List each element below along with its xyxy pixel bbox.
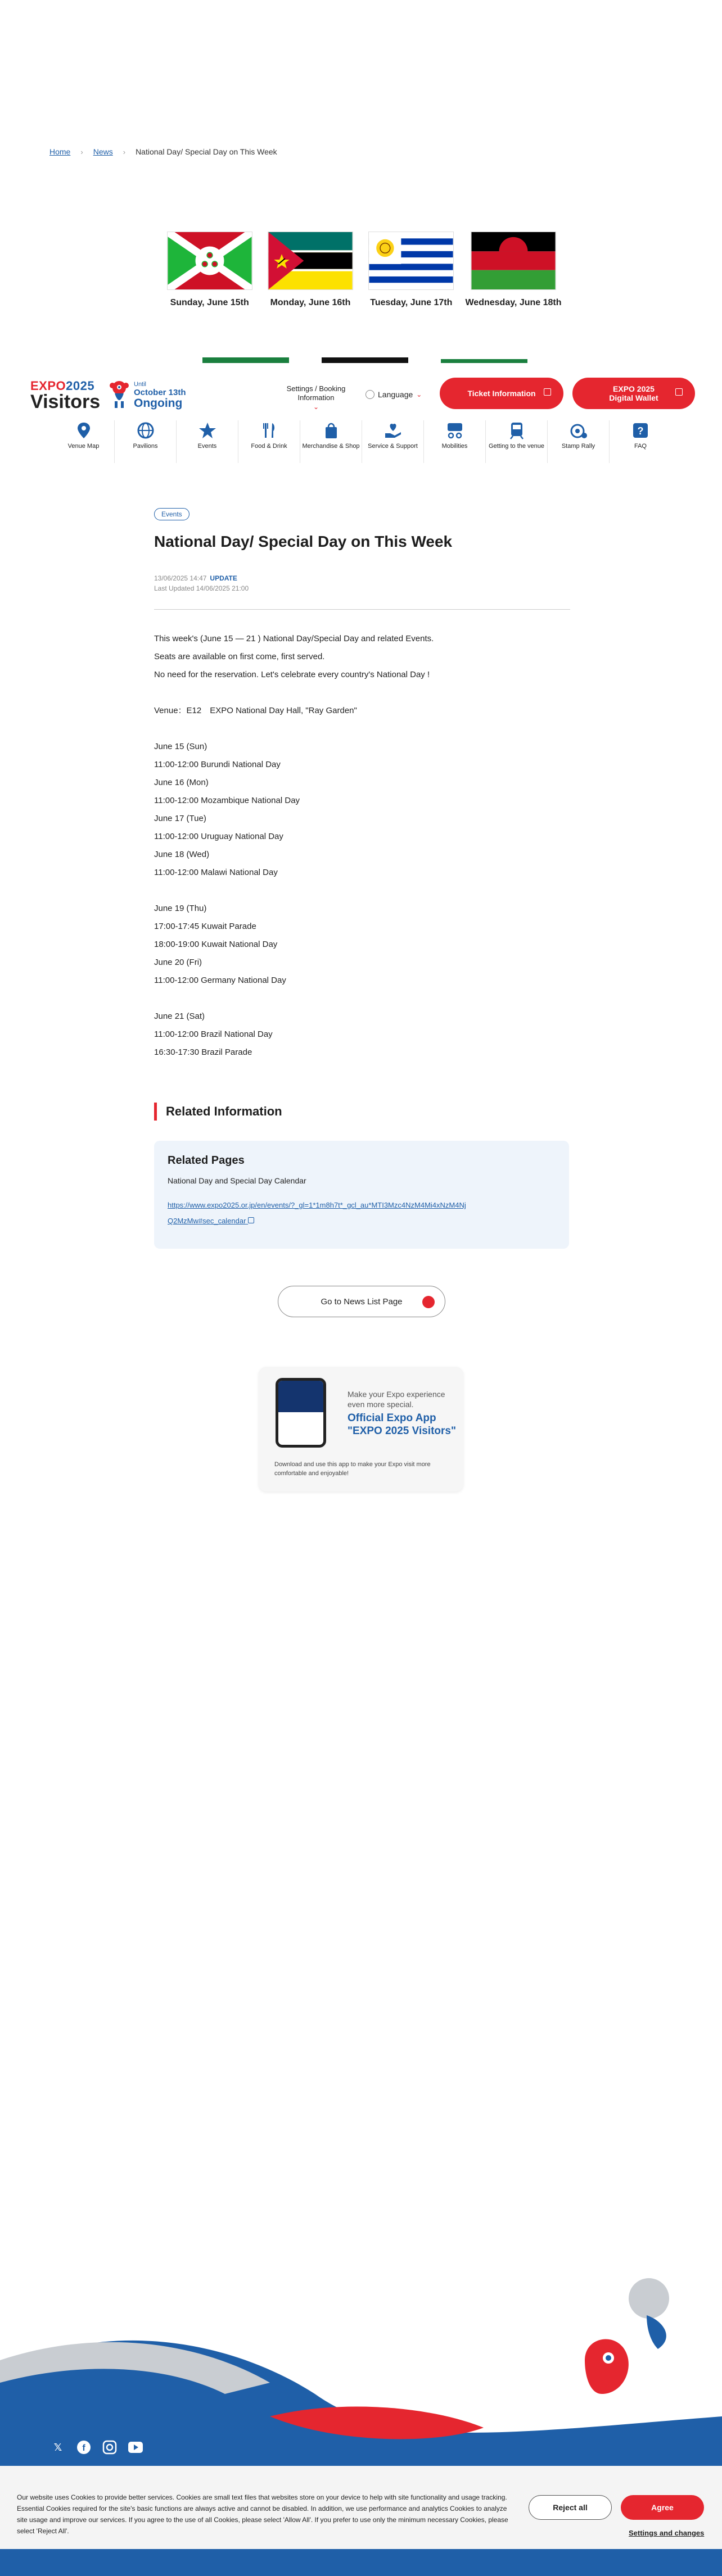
last-updated: Last Updated 14/06/2025 21:00 — [154, 584, 249, 592]
app-promo-title: Official Expo App — [348, 1412, 436, 1424]
stamp-icon — [567, 420, 590, 441]
facebook-icon[interactable] — [75, 2439, 92, 2456]
status-until: Until — [134, 381, 147, 388]
mobility-icon — [444, 420, 466, 441]
burundi-flag — [167, 232, 252, 290]
article-line: 11:00-12:00 Burundi National Day — [154, 760, 281, 769]
app-promo-banner[interactable] — [259, 1367, 463, 1491]
article-meta — [154, 573, 570, 593]
flag-card-uruguay — [367, 232, 455, 308]
breadcrumb-separator: › — [80, 147, 83, 156]
cookie-consent-banner — [0, 2466, 722, 2549]
language-button[interactable] — [365, 390, 422, 399]
youtube-icon[interactable] — [127, 2439, 144, 2456]
chevron-down-icon: ⌄ — [313, 403, 319, 411]
article-line: June 18 (Wed) — [154, 850, 210, 859]
news-button-label: Go to News List Page — [321, 1296, 403, 1307]
status-date: October 13th — [134, 388, 186, 397]
cookie-settings-link[interactable]: Settings and changes — [629, 2529, 705, 2537]
go-to-news-list-button[interactable] — [278, 1286, 445, 1317]
nav-label: Service & Support — [368, 443, 418, 450]
app-promo-tagline: Make your Expo experience even more special. — [348, 1390, 445, 1409]
phone-mockup — [276, 1378, 326, 1448]
reject-all-button[interactable]: Reject all — [529, 2495, 612, 2520]
social-links — [49, 2439, 144, 2456]
x-icon[interactable]: 𝕏 — [53, 2441, 62, 2453]
footer-bottom-bar — [0, 2549, 722, 2576]
nav-label: Merchandise & Shop — [302, 443, 360, 450]
malawi-flag — [471, 232, 556, 290]
article-line: June 21 (Sat) — [154, 1012, 205, 1021]
arrow-circle-icon — [422, 1296, 435, 1308]
expo-status — [134, 381, 186, 410]
related-pages-box — [154, 1141, 569, 1249]
breadcrumb-home-link[interactable]: Home — [49, 147, 71, 156]
svg-text:?: ? — [637, 425, 644, 437]
related-page-link[interactable]: https://www.expo2025.or.jp/en/events/?_gl=1*1m8h7t*_gcl_au*MTI3Mzc4NzM4Mi4xNzM4NjQ2MzMw#sec_calendar — [168, 1201, 466, 1225]
article-spacer — [154, 882, 570, 900]
globe-icon — [134, 420, 157, 441]
article-line: Venue：E12 EXPO National Day Hall, "Ray Garden" — [154, 706, 357, 715]
ticket-label: Ticket Information — [467, 389, 536, 398]
nav-item-service-support[interactable] — [362, 420, 424, 463]
external-link-icon — [675, 388, 683, 396]
map-pin-icon — [73, 420, 95, 441]
external-link-icon — [248, 1217, 254, 1223]
breadcrumb-separator: › — [123, 147, 126, 156]
settings-label-line1: Settings / Booking — [286, 384, 346, 393]
article-line: This week's (June 15 — 21 ) National Day/Special Day and related Events. — [154, 634, 434, 643]
ticket-information-button[interactable] — [440, 378, 563, 409]
nav-label: Mobilities — [441, 443, 468, 450]
article-line: June 16 (Mon) — [154, 778, 209, 787]
status-ongoing: Ongoing — [134, 397, 183, 410]
posted-date: 13/06/2025 14:47 — [154, 574, 207, 582]
nav-item-events[interactable] — [177, 420, 238, 463]
nav-label: Food & Drink — [251, 443, 287, 450]
related-pages-title: Related Pages — [168, 1154, 245, 1167]
article-line: 17:00-17:45 Kuwait Parade — [154, 922, 256, 931]
flag-card-burundi — [165, 232, 254, 308]
nav-item-pavilions[interactable] — [115, 420, 177, 463]
nav-item-stamp-rally[interactable] — [548, 420, 610, 463]
decorative-stripes — [202, 357, 531, 363]
breadcrumb-news-link[interactable]: News — [93, 147, 113, 156]
settings-booking-button[interactable] — [279, 384, 353, 411]
myaku-myaku-mascot-icon — [107, 380, 132, 408]
article-spacer — [154, 684, 570, 702]
uruguay-flag — [368, 232, 454, 290]
digital-wallet-button[interactable] — [572, 378, 695, 409]
flag-card-mozambique — [266, 232, 354, 308]
svg-text:f: f — [82, 2443, 85, 2453]
flag-day-label: Monday, June 16th — [270, 298, 351, 307]
app-promo-description: Download and use this app to make your Expo visit more comfortable and enjoyable! — [274, 1461, 431, 1477]
logo-expo-text: EXPO — [30, 379, 66, 393]
nav-item-merchandise[interactable] — [300, 420, 362, 463]
cookie-text: Our website uses Cookies to provide better services. Cookies are small text files that websites store on your device to help with site functionality and usage tracking. Essential Cookies required for the site's basic functions are always active and cannot be disabled. In addition, we use performance and analytics Cookies to analyze site usage and improve our services. If you agree to the use of all Cookies, please select 'Allow All'. If you prefer to use only the minimum necessary Cookies, please select 'Reject All'. — [17, 2493, 508, 2535]
train-icon — [506, 420, 528, 441]
article-line: June 17 (Tue) — [154, 814, 206, 823]
article-line: 11:00-12:00 Germany National Day — [154, 976, 286, 985]
article-line: 11:00-12:00 Mozambique National Day — [154, 796, 300, 805]
nav-item-food-drink[interactable] — [238, 420, 300, 463]
related-information-heading: Related Information — [154, 1103, 282, 1121]
star-icon — [196, 420, 219, 441]
nav-label: Pavilions — [133, 443, 158, 450]
expo-visitors-logo[interactable] — [30, 379, 100, 410]
breadcrumb-current: National Day/ Special Day on This Week — [136, 147, 277, 156]
logo-visitors-text: Visitors — [30, 391, 101, 412]
external-link-icon — [544, 388, 551, 396]
divider — [154, 609, 570, 610]
article-line: June 20 (Fri) — [154, 958, 202, 967]
wallet-label-line1: EXPO 2025 — [613, 384, 655, 393]
fork-knife-icon — [258, 420, 281, 441]
nav-label: FAQ — [634, 443, 647, 450]
flag-day-label: Tuesday, June 17th — [370, 298, 453, 307]
app-promo-app-name: "EXPO 2025 Visitors" — [348, 1425, 456, 1437]
mozambique-flag — [268, 232, 353, 290]
settings-label-line2: Information — [297, 393, 335, 402]
breadcrumb — [49, 147, 277, 156]
nav-item-getting-to-venue[interactable] — [486, 420, 548, 463]
nav-item-faq[interactable] — [610, 420, 671, 463]
nav-label: Events — [197, 443, 217, 450]
article-line: No need for the reservation. Let's celebrate every country's National Day ! — [154, 670, 430, 679]
nav-item-mobilities[interactable] — [424, 420, 486, 463]
nav-item-venue-map[interactable] — [53, 420, 115, 463]
article-body — [154, 630, 570, 1062]
nav-label: Stamp Rally — [561, 443, 595, 450]
article-spacer — [154, 720, 570, 738]
agree-button[interactable]: Agree — [621, 2495, 704, 2520]
update-badge: UPDATE — [210, 574, 237, 582]
chevron-down-icon: ⌄ — [416, 391, 422, 398]
category-tag[interactable]: Events — [154, 508, 189, 520]
shopping-bag-icon — [320, 420, 342, 441]
article-line: 18:00-19:00 Kuwait National Day — [154, 940, 278, 949]
nav-label: Getting to the venue — [488, 443, 545, 450]
article-line: June 15 (Sun) — [154, 742, 207, 751]
national-day-flags — [165, 232, 562, 308]
heart-hand-icon — [382, 420, 404, 441]
flag-card-malawi — [465, 232, 562, 308]
article-line: Seats are available on first come, first served. — [154, 652, 325, 661]
article-line: 11:00-12:00 Malawi National Day — [154, 868, 278, 877]
logo-year-text: 2025 — [66, 379, 95, 393]
related-page-title: National Day and Special Day Calendar — [168, 1176, 306, 1185]
language-label: Language — [378, 390, 413, 399]
news-article — [154, 508, 570, 1062]
article-line: 16:30-17:30 Brazil Parade — [154, 1047, 252, 1057]
article-spacer — [154, 990, 570, 1008]
page-title: National Day/ Special Day on This Week — [154, 533, 453, 550]
flag-day-label: Sunday, June 15th — [170, 298, 249, 307]
globe-icon — [365, 390, 374, 399]
instagram-icon[interactable] — [101, 2439, 118, 2456]
site-header — [0, 373, 722, 463]
article-line: 11:00-12:00 Brazil National Day — [154, 1030, 273, 1039]
wallet-label-line2: Digital Wallet — [609, 393, 658, 402]
question-icon — [629, 420, 652, 441]
article-line: June 19 (Thu) — [154, 904, 207, 913]
main-nav — [53, 420, 671, 463]
article-line: 11:00-12:00 Uruguay National Day — [154, 832, 283, 841]
flag-day-label: Wednesday, June 18th — [465, 298, 562, 307]
nav-label: Venue Map — [67, 443, 100, 450]
